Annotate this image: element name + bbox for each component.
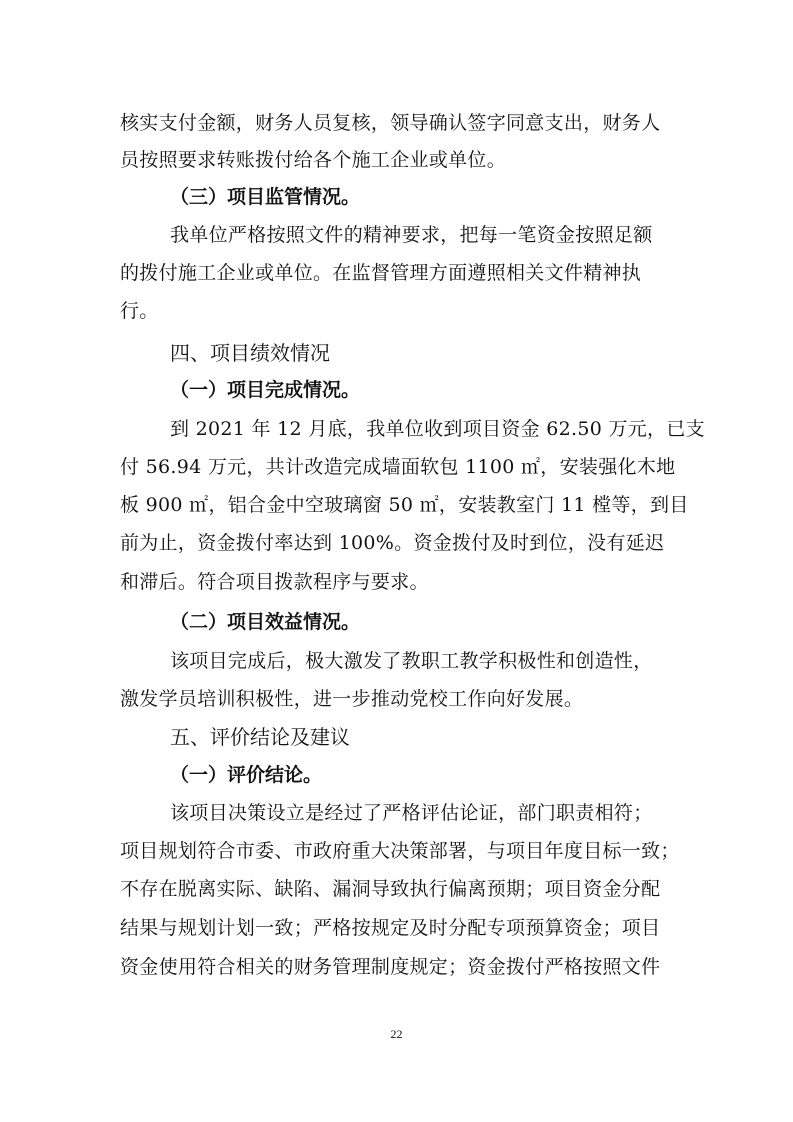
section-heading: （一）评价结论。 [170,764,323,786]
body-text-line: 不存在脱离实际、缺陷、漏洞导致执行偏离预期；项目资金分配 [120,878,661,900]
section-heading: （三）项目监管情况。 [170,186,361,208]
body-text-line: 前为止，资金拨付率达到 100%。资金拨付及时到位，没有延迟 [120,532,665,554]
body-text-line: 板 900 ㎡，铝合金中空玻璃窗 50 ㎡，安装教室门 11 樘等，到目 [120,494,689,516]
section-heading: （一）项目完成情况。 [170,379,361,401]
body-text-line: 项目规划符合市委、市政府重大决策部署，与项目年度目标一致； [120,840,680,862]
body-text-line: 的拨付施工企业或单位。在监督管理方面遵照相关文件精神执 [120,262,642,284]
body-text-line: 核实支付金额，财务人员复核，领导确认签字同意支出，财务人 [120,112,661,134]
body-text-line: 员按照要求转账拨付给各个施工企业或单位。 [120,149,507,171]
section-heading: （二）项目效益情况。 [170,611,361,633]
body-text-line: 到 2021 年 12 月底，我单位收到项目资金 62.50 万元，已支 [170,418,705,440]
chapter-heading: 五、评价结论及建议 [170,725,350,749]
body-text-line: 我单位严格按照文件的精神要求，把每一笔资金按照足额 [170,224,653,246]
body-text-line: 付 56.94 万元，共计改造完成墙面软包 1100 ㎡，安装强化木地 [120,456,676,478]
body-text-line: 激发学员培训积极性，进一步推动党校工作向好发展。 [120,688,584,710]
page-number: 22 [390,1027,403,1041]
body-text-line: 该项目完成后，极大激发了教职工教学积极性和创造性， [170,650,653,672]
body-text-line: 行。 [120,300,159,322]
body-text-line: 资金使用符合相关的财务管理制度规定；资金拨付严格按照文件 [120,956,661,978]
chapter-heading: 四、项目绩效情况 [170,341,330,365]
body-text-line: 该项目决策设立是经过了严格评估论证，部门职责相符； [170,802,653,824]
body-text-line: 和滞后。符合项目拨款程序与要求。 [120,571,429,593]
body-text-line: 结果与规划计划一致；严格按规定及时分配专项预算资金；项目 [120,917,661,939]
